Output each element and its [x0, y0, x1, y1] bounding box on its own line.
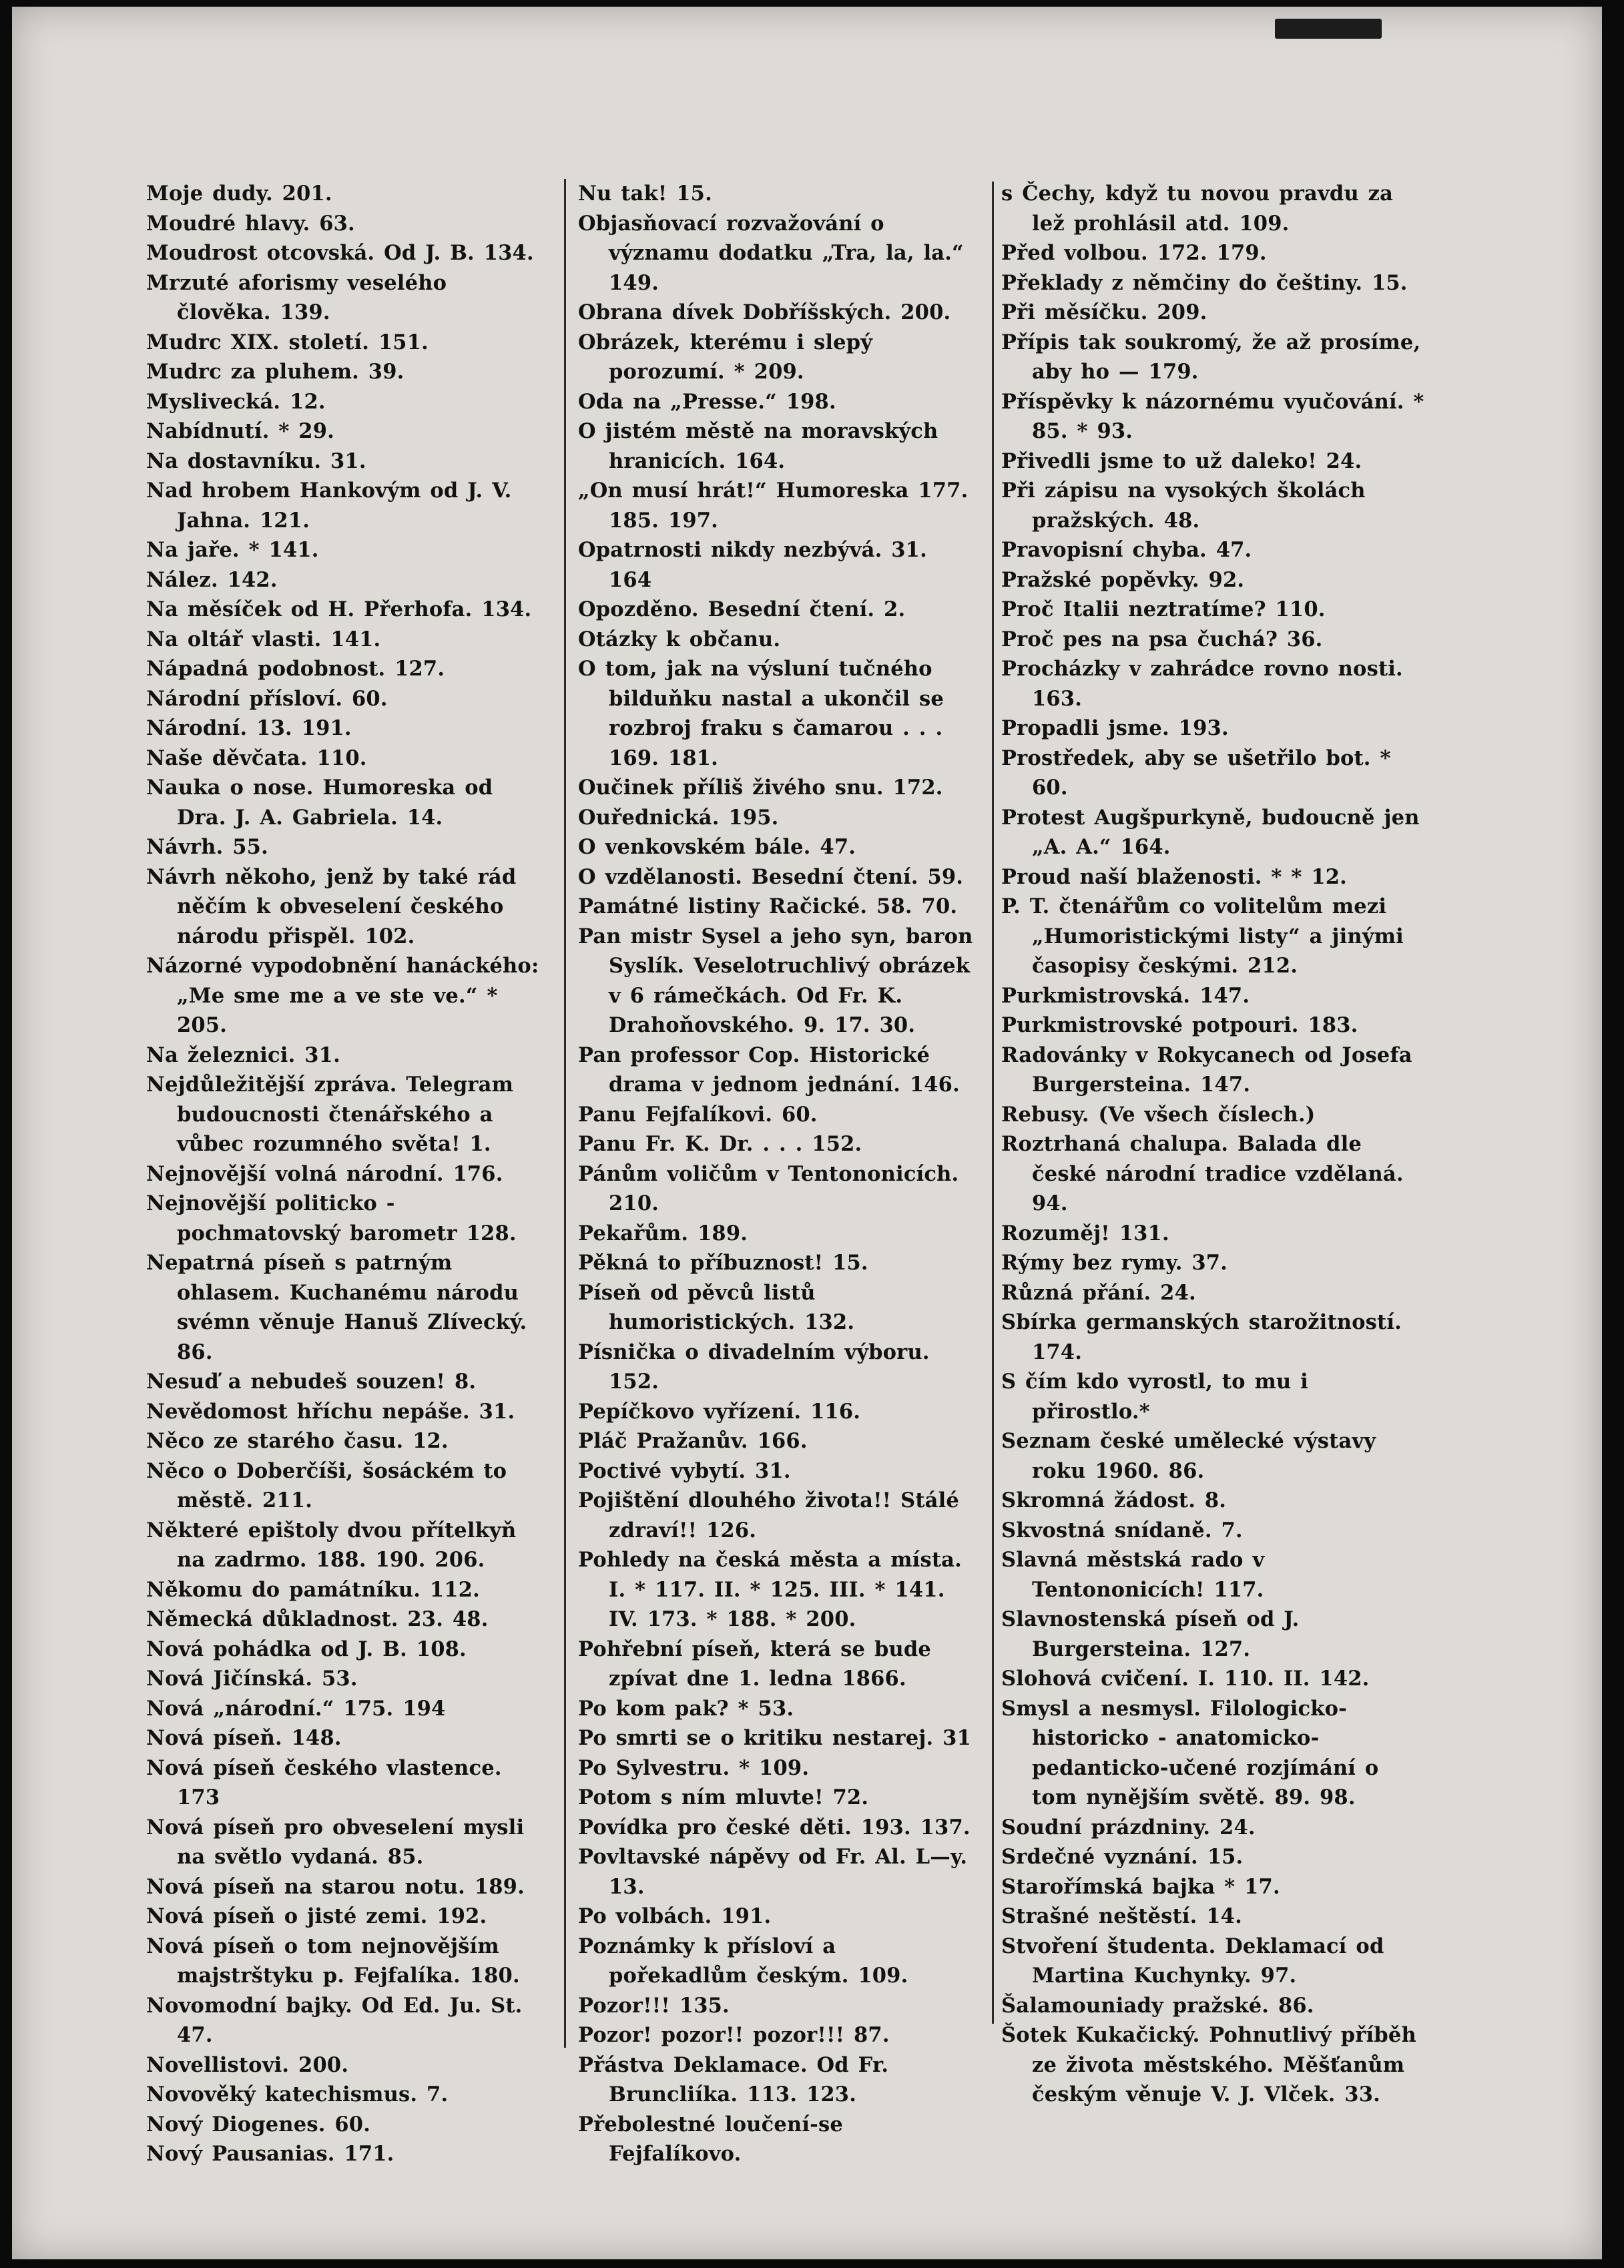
index-entry: Německá důkladnost. 23. 48.: [146, 1607, 489, 1631]
index-entry: Písnička o divadelním výboru. 152.: [578, 1340, 930, 1394]
index-entry: Stvoření študenta. Deklamací od Martina Kuchynky. 97.: [1001, 1934, 1384, 1988]
index-entry: Pohledy na česká města a místa. I. * 117. II. * 125. III. * 141. IV. 173. * 188. * 200.: [578, 1548, 962, 1631]
index-entry: Nová píseň. 148.: [146, 1726, 342, 1750]
index-entry: Mudrc za pluhem. 39.: [146, 360, 404, 384]
index-entry: Různá přání. 24.: [1001, 1280, 1196, 1305]
index-entry: Po volbách. 191.: [578, 1904, 772, 1928]
index-entry: Píseň od pěvců listů humoristických. 132.: [578, 1280, 855, 1334]
index-entry: Někomu do památníku. 112.: [146, 1577, 480, 1602]
index-entry: Nejdůležitější zpráva. Telegram budoucnosti čtenářského a vůbec rozumného světa! 1.: [146, 1073, 514, 1156]
index-list-1: [146, 179, 549, 2169]
index-entry: Při zápisu na vysokých školách pražských. 48.: [1001, 479, 1366, 533]
index-entry: Objasňovací rozvažování o významu dodatku „Tra, la, la.“ 149.: [578, 211, 964, 295]
index-entry: Pojištění dlouhého života!! Stálé zdraví!! 126.: [578, 1488, 959, 1542]
index-entry: Moudrost otcovská. Od J. B. 134.: [146, 241, 534, 265]
index-entry: Starořímská bajka * 17.: [1001, 1874, 1280, 1899]
index-entry: Obrana dívek Dobříšských. 200.: [578, 300, 951, 324]
index-entry: Nová „národní.“ 175. 194: [146, 1696, 446, 1721]
index-entry: Moje dudy. 201.: [146, 182, 332, 206]
index-entry: Oda na „Presse.“ 198.: [578, 389, 836, 414]
index-entry: Překlady z němčiny do češtiny. 15.: [1001, 270, 1408, 295]
index-entry: Prostředek, aby se ušetřilo bot. * 60.: [1001, 746, 1391, 800]
index-entry: Obrázek, kterému i slepý porozumí. * 209.: [578, 330, 873, 384]
index-entry: s Čechy, když tu novou pravdu za lež prohlásil atd. 109.: [1001, 182, 1394, 236]
index-entry: Národní. 13. 191.: [146, 716, 352, 740]
index-entry: Poznámky k přísloví a pořekadlům českým. 109.: [578, 1934, 908, 1988]
index-entry: O jistém městě na moravských hranicích. 164.: [578, 419, 938, 473]
index-entry: Proud naší blaženosti. * * 12.: [1001, 864, 1347, 889]
index-list-3: [1001, 179, 1428, 2110]
index-entry: O venkovském bále. 47.: [578, 835, 856, 859]
index-entry: Povltavské nápěvy od Fr. Al. L—y. 13.: [578, 1845, 968, 1899]
index-entry: Opozděno. Besední čtení. 2.: [578, 597, 906, 621]
column-divider-right: [992, 182, 994, 2024]
index-entry: Rozuměj! 131.: [1001, 1221, 1169, 1245]
index-entry: Nevědomost hříchu nepáše. 31.: [146, 1399, 515, 1424]
index-entry: Pozor!!! 135.: [578, 1993, 730, 2018]
index-entry: Rýmy bez rymy. 37.: [1001, 1251, 1228, 1275]
index-entry: Před volbou. 172. 179.: [1001, 241, 1267, 265]
index-entry: Pěkná to příbuznost! 15.: [578, 1251, 868, 1275]
index-entry: Nový Diogenes. 60.: [146, 2112, 371, 2137]
index-entry: Pláč Pražanův. 166.: [578, 1429, 808, 1453]
index-entry: Nejnovější volná národní. 176.: [146, 1161, 503, 1186]
index-entry: Pekařům. 189.: [578, 1221, 748, 1245]
index-entry: Pohřební píseň, která se bude zpívat dne 1. ledna 1866.: [578, 1637, 932, 1691]
index-entry: Otázky k občanu.: [578, 627, 781, 651]
index-entry: Strašné neštěstí. 14.: [1001, 1904, 1242, 1928]
index-entry: Radovánky v Rokycanech od Josefa Burgersteina. 147.: [1001, 1043, 1412, 1097]
index-entry: Názorné vypodobnění hanáckého: „Me sme me a ve ste ve.“ * 205.: [146, 954, 539, 1037]
index-entry: Šotek Kukačický. Pohnutlivý příběh ze života městského. Měšťanům českým věnuje V. J. Vlček. 33.: [1001, 2023, 1416, 2106]
index-entry: Srdečné vyznání. 15.: [1001, 1845, 1244, 1869]
index-entry: P. T. čtenářům co volitelům mezi „Humoristickými listy“ a jinými časopisy českými. 212.: [1001, 894, 1404, 978]
index-entry: Pan professor Cop. Historické drama v jednom jednání. 146.: [578, 1043, 960, 1097]
index-entry: Pravopisní chyba. 47.: [1001, 538, 1252, 562]
index-entry: Návrh. 55.: [146, 835, 268, 859]
index-entry: Nad hrobem Hankovým od J. V. Jahna. 121.: [146, 479, 512, 533]
index-entry: Mudrc XIX. století. 151.: [146, 330, 429, 354]
index-entry: Návrh někoho, jenž by také rád něčím k obveselení českého národu přispěl. 102.: [146, 864, 517, 948]
index-entry: Na jaře. * 141.: [146, 538, 319, 562]
index-entry: Novomodní bajky. Od Ed. Ju. St. 47.: [146, 1993, 523, 2047]
index-entry: Poctivé vybytí. 31.: [578, 1458, 791, 1483]
index-entry: Roztrhaná chalupa. Balada dle české národní tradice vzdělaná. 94.: [1001, 1132, 1404, 1215]
index-entry: Novověký katechismus. 7.: [146, 2082, 449, 2106]
index-entry: Moudré hlavy. 63.: [146, 211, 355, 236]
index-entry: Panu Fejfalíkovi. 60.: [578, 1102, 818, 1127]
index-entry: Nová píseň o jisté zemi. 192.: [146, 1904, 487, 1928]
index-entry: Rebusy. (Ve všech číslech.): [1001, 1102, 1316, 1127]
index-entry: Nová píseň pro obveselení mysli na světlo vydaná. 85.: [146, 1815, 525, 1869]
index-entry: Smysl a nesmysl. Filologicko-historicko - anatomicko-pedanticko-učené rozjímání o tom nynějším světě. 89. 98.: [1001, 1696, 1379, 1809]
index-entry: Protest Augšpurkyně, budoucně jen „A. A.“ 164.: [1001, 805, 1420, 859]
index-entry: Purkmistrovská. 147.: [1001, 983, 1250, 1008]
index-entry: Příspěvky k názornému vyučování. * 85. * 93.: [1001, 389, 1424, 443]
index-entry: Něco o Doberčíši, šosáckém to městě. 211.: [146, 1458, 507, 1512]
index-entry: Při měsíčku. 209.: [1001, 300, 1207, 324]
column-divider-left: [564, 179, 566, 2048]
index-entry: O tom, jak na výsluní tučného bilduňku nastal a ukončil se rozbroj fraku s čamarou . . . 169. 181.: [578, 657, 944, 770]
index-entry: Pepíčkovo vyřízení. 116.: [578, 1399, 861, 1424]
index-entry: Skvostná snídaně. 7.: [1001, 1518, 1243, 1542]
index-list-2: [578, 179, 979, 2169]
index-entry: Přástva Deklamace. Od Fr. Bruncliíka. 113. 123.: [578, 2052, 889, 2106]
index-column-1: [146, 179, 549, 2166]
index-entry: Nejnovější politicko - pochmatovský barometr 128.: [146, 1191, 517, 1245]
index-entry: Po smrti se o kritiku nestarej. 31: [578, 1726, 972, 1750]
index-entry: Národní přísloví. 60.: [146, 686, 388, 711]
index-entry: Nu tak! 15.: [578, 182, 712, 206]
index-entry: Potom s ním mluvte! 72.: [578, 1785, 869, 1809]
index-column-3: [1001, 179, 1428, 2106]
index-entry: Pánům voličům v Tentononicích. 210.: [578, 1161, 959, 1215]
index-entry: Skromná žádost. 8.: [1001, 1488, 1227, 1512]
index-entry: Procházky v zahrádce rovno nosti. 163.: [1001, 657, 1403, 711]
index-entry: Proč Italii neztratíme? 110.: [1001, 597, 1326, 621]
index-entry: Nález. 142.: [146, 567, 278, 592]
index-entry: Oučinek příliš živého snu. 172.: [578, 776, 943, 800]
index-entry: Purkmistrovské potpouri. 183.: [1001, 1013, 1358, 1037]
index-entry: Slavnostenská píseň od J. Burgersteina. 127.: [1001, 1607, 1300, 1661]
page-marker: [1275, 19, 1382, 39]
index-entry: Některé epištoly dvou přítelkyň na zadrmo. 188. 190. 206.: [146, 1518, 517, 1572]
index-entry: Opatrnosti nikdy nezbývá. 31. 164: [578, 538, 927, 592]
index-entry: Přípis tak soukromý, že až prosíme, aby ho — 179.: [1001, 330, 1421, 384]
index-entry: O vzdělanosti. Besední čtení. 59.: [578, 864, 964, 889]
index-entry: Pozor! pozor!! pozor!!! 87.: [578, 2023, 890, 2047]
index-entry: Slohová cvičení. I. 110. II. 142.: [1001, 1667, 1370, 1691]
index-entry: Na oltář vlasti. 141.: [146, 627, 381, 651]
index-entry: Na dostavníku. 31.: [146, 449, 366, 473]
index-entry: Pan mistr Sysel a jeho syn, baron Syslík. Veselotruchlivý obrázek v 6 rámečkách. Od Fr. K. Drahoňovského. 9. 17. 30.: [578, 924, 973, 1037]
index-entry: Přivedli jsme to už daleko! 24.: [1001, 449, 1362, 473]
index-entry: Slavná městská rado v Tentononicích! 117.: [1001, 1548, 1265, 1602]
index-entry: Povídka pro české děti. 193. 137.: [578, 1815, 971, 1839]
index-entry: Nápadná podobnost. 127.: [146, 657, 445, 681]
index-entry: S čím kdo vyrostl, to mu i přirostlo.*: [1001, 1370, 1308, 1424]
index-entry: Naše děvčata. 110.: [146, 746, 367, 770]
index-entry: Proč pes na psa čuchá? 36.: [1001, 627, 1323, 651]
index-entry: Po kom pak? * 53.: [578, 1696, 794, 1721]
index-entry: Něco ze starého času. 12.: [146, 1429, 449, 1453]
index-entry: Myslivecká. 12.: [146, 389, 326, 414]
index-entry: Nová píseň na starou notu. 189.: [146, 1874, 525, 1899]
index-entry: Nová píseň českého vlastence. 173: [146, 1755, 502, 1809]
index-column-2: [578, 179, 979, 2166]
index-entry: Novellistovi. 200.: [146, 2052, 349, 2077]
index-entry: „On musí hrát!“ Humoreska 177. 185. 197.: [578, 479, 969, 533]
index-entry: Panu Fr. K. Dr. . . . 152.: [578, 1132, 862, 1156]
index-entry: Nauka o nose. Humoreska od Dra. J. A. Gabriela. 14.: [146, 776, 493, 830]
index-entry: Nepatrná píseň s patrným ohlasem. Kuchanému národu svémn věnuje Hanuš Zlívecký. 86.: [146, 1251, 527, 1364]
index-entry: Na měsíček od H. Přerhofa. 134.: [146, 597, 532, 621]
index-entry: Nová Jičínská. 53.: [146, 1667, 358, 1691]
index-entry: Nabídnutí. * 29.: [146, 419, 334, 443]
index-entry: Nová pohádka od J. B. 108.: [146, 1637, 467, 1661]
index-entry: Nový Pausanias. 171.: [146, 2142, 394, 2166]
index-entry: Památné listiny Račické. 58. 70.: [578, 894, 958, 918]
index-entry: Soudní prázdniny. 24.: [1001, 1815, 1256, 1839]
index-entry: Nesuď a nebudeš souzen! 8.: [146, 1370, 477, 1394]
index-entry: Pražské popěvky. 92.: [1001, 567, 1245, 592]
index-entry: Nová píseň o tom nejnovějším majstrštyku p. Fejfalíka. 180.: [146, 1934, 520, 1988]
index-entry: Na železnici. 31.: [146, 1043, 340, 1067]
index-entry: Propadli jsme. 193.: [1001, 716, 1229, 740]
index-entry: Mrzuté aforismy veselého člověka. 139.: [146, 270, 447, 324]
index-entry: Šalamouniady pražské. 86.: [1001, 1993, 1314, 2018]
index-entry: Sbírka germanských starožitností. 174.: [1001, 1310, 1402, 1364]
index-entry: Seznam české umělecké výstavy roku 1960. 86.: [1001, 1429, 1376, 1483]
index-entry: Po Sylvestru. * 109.: [578, 1755, 810, 1780]
index-entry: Přebolestné loučení-se Fejfalíkovo.: [578, 2112, 844, 2166]
index-entry: Ouřednická. 195.: [578, 805, 779, 830]
